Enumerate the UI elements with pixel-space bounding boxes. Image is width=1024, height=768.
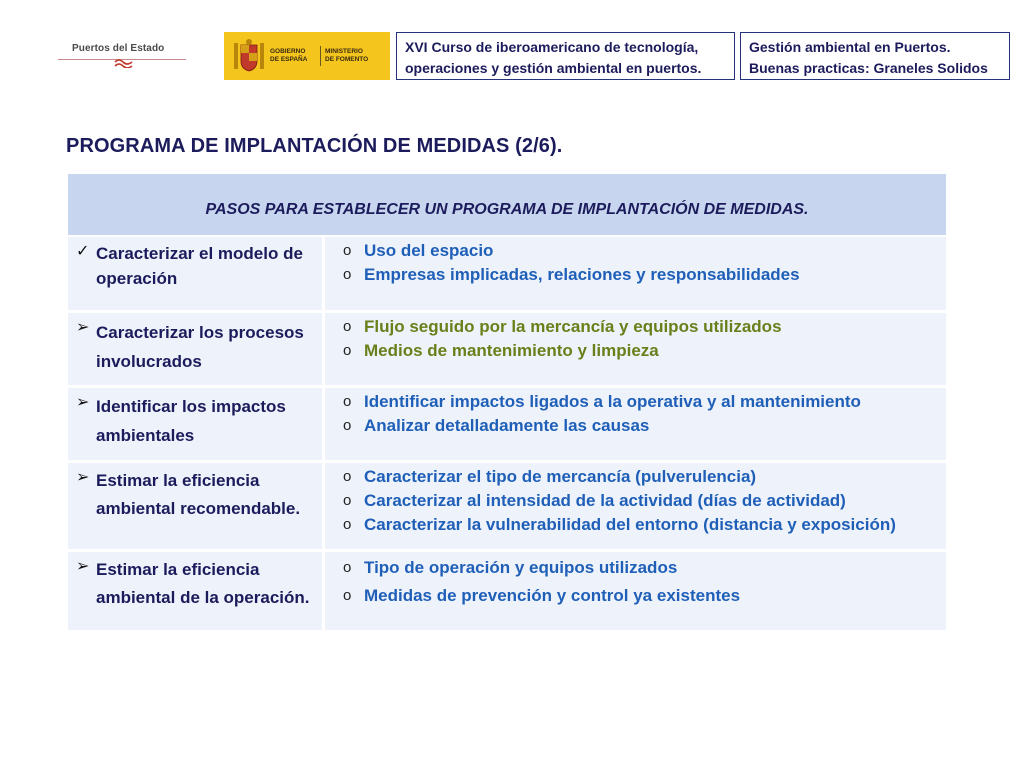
topic-title-line1: Gestión ambiental en Puertos. <box>749 39 951 55</box>
detail-cell <box>325 552 946 630</box>
checkmark-icon: ✓ <box>76 243 90 260</box>
course-title-line2: operaciones y gestión ambiental en puertos. <box>405 60 702 76</box>
step-label-line: Caracterizar los procesos <box>96 323 304 342</box>
step-label-line: Identificar los impactos <box>96 397 286 416</box>
logo-separator <box>320 46 321 66</box>
detail-item <box>343 315 940 339</box>
detail-text: Tipo de operación y equipos utilizados <box>364 558 678 577</box>
step-cell <box>68 552 325 630</box>
coat-of-arms-icon <box>232 37 266 75</box>
detail-text: Caracterizar el tipo de mercancía (pulverulencia) <box>364 467 757 486</box>
gobierno-line1: GOBIERNO <box>270 48 306 55</box>
topic-title-line2: Buenas practicas: Graneles Solidos <box>749 60 988 76</box>
step-cell <box>68 313 325 385</box>
detail-item <box>343 513 940 537</box>
detail-item <box>343 239 940 263</box>
detail-text: Medios de mantenimiento y limpieza <box>364 341 659 360</box>
detail-text: Empresas implicadas, relaciones y responsabilidades <box>364 265 800 284</box>
ministerio-line1: MINISTERIO <box>325 48 363 55</box>
detail-text: Medidas de prevención y control ya existentes <box>364 586 741 605</box>
circle-bullet-icon: o <box>343 342 352 359</box>
step-label-line: Estimar la eficiencia <box>96 471 260 490</box>
detail-cell <box>325 313 946 385</box>
course-title-line1: XVI Curso de iberoamericano de tecnología, <box>405 39 699 55</box>
topic-title-box <box>740 32 1010 80</box>
step-label-line: Estimar la eficiencia <box>96 560 260 579</box>
table-row <box>68 313 946 388</box>
circle-bullet-icon: o <box>343 516 352 533</box>
detail-text: Caracterizar la vulnerabilidad del entorno (distancia y exposición) <box>364 515 896 534</box>
step-label-line: ambientales <box>96 426 195 445</box>
slide-title: PROGRAMA DE IMPLANTACIÓN DE MEDIDAS (2/6). <box>66 135 563 157</box>
puertos-del-estado-logo <box>58 38 186 70</box>
detail-item <box>343 582 940 610</box>
arrow-bullet-icon: ➢ <box>76 394 90 411</box>
circle-bullet-icon: o <box>343 492 352 509</box>
detail-item <box>343 489 940 513</box>
detail-text: Analizar detalladamente las causas <box>364 416 650 435</box>
measures-table <box>68 174 946 633</box>
step-cell <box>68 463 325 549</box>
arrow-bullet-icon: ➢ <box>76 319 90 336</box>
table-row <box>68 463 946 552</box>
step-label <box>96 318 316 376</box>
ministerio-line2: DE FOMENTO <box>325 56 369 63</box>
step-cell <box>68 388 325 460</box>
circle-bullet-icon: o <box>343 417 352 434</box>
circle-bullet-icon: o <box>343 468 352 485</box>
detail-item <box>343 414 940 438</box>
table-row <box>68 237 946 313</box>
circle-bullet-icon: o <box>343 242 352 259</box>
detail-item <box>343 390 940 414</box>
step-label <box>96 467 316 523</box>
detail-item <box>343 554 940 582</box>
arrow-bullet-icon: ➢ <box>76 558 90 575</box>
arrow-bullet-icon: ➢ <box>76 469 90 486</box>
wave-icon <box>114 58 134 68</box>
step-label-line: Caracterizar el modelo de <box>96 244 303 263</box>
ministerio-text <box>325 48 368 64</box>
detail-text: Uso del espacio <box>364 241 494 260</box>
table-header: PASOS PARA ESTABLECER UN PROGRAMA DE IMPLANTACIÓN DE MEDIDAS. <box>68 174 946 237</box>
gobierno-line2: DE ESPAÑA <box>270 56 308 63</box>
detail-text: Identificar impactos ligados a la operativa y al mantenimiento <box>364 392 861 411</box>
detail-cell <box>325 463 946 549</box>
step-label-line: ambiental recomendable. <box>96 499 301 518</box>
circle-bullet-icon: o <box>343 559 352 576</box>
logo-puertos-text: Puertos del Estado <box>72 43 165 54</box>
detail-cell <box>325 237 946 310</box>
step-label <box>96 241 316 291</box>
circle-bullet-icon: o <box>343 266 352 283</box>
detail-item <box>343 339 940 363</box>
circle-bullet-icon: o <box>343 393 352 410</box>
detail-item <box>343 465 940 489</box>
course-title-box <box>396 32 735 80</box>
step-label-line: operación <box>96 269 178 288</box>
table-row <box>68 552 946 633</box>
step-cell <box>68 237 325 310</box>
detail-text: Caracterizar al intensidad de la actividad (días de actividad) <box>364 491 846 510</box>
table-row <box>68 388 946 463</box>
step-label-line: ambiental de la operación. <box>96 588 310 607</box>
gobierno-espana-logo <box>224 32 390 80</box>
step-label-line: involucrados <box>96 352 202 371</box>
circle-bullet-icon: o <box>343 587 352 604</box>
circle-bullet-icon: o <box>343 318 352 335</box>
detail-item <box>343 263 940 287</box>
step-label <box>96 556 316 612</box>
detail-cell <box>325 388 946 460</box>
detail-text: Flujo seguido por la mercancía y equipos utilizados <box>364 317 782 336</box>
step-label <box>96 392 316 450</box>
gobierno-text <box>270 48 307 64</box>
